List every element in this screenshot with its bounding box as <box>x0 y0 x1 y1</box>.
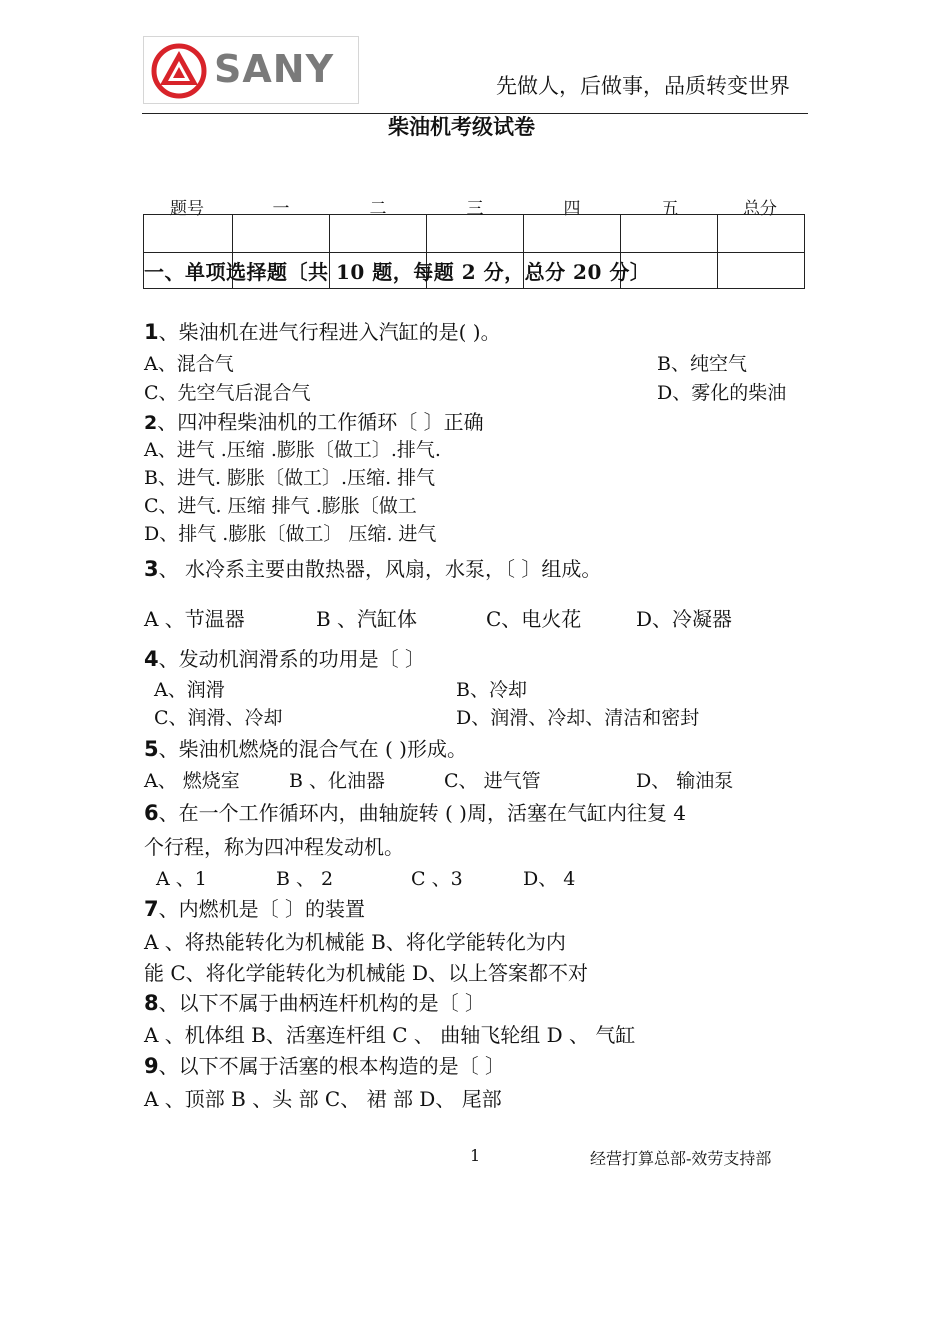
option: C、先空气后混合气 <box>144 382 311 404</box>
footer-department: 经营打算总部-效劳支持部 <box>590 1149 772 1168</box>
logo-wordmark: SANY <box>214 47 335 91</box>
question-4 <box>144 643 425 672</box>
option: B、冷却 <box>456 679 527 701</box>
option: D、润滑、冷却、清洁和密封 <box>456 707 700 729</box>
option: B 、 2 <box>276 868 334 890</box>
option: D、冷凝器 <box>636 607 733 631</box>
score-cell <box>427 215 524 253</box>
question-number: 1 <box>144 320 159 344</box>
score-header-3: 三 <box>466 199 484 219</box>
option: C、 进气管 <box>444 770 541 792</box>
page-number: 1 <box>470 1146 481 1165</box>
score-cell <box>233 215 330 253</box>
question-7 <box>144 893 365 922</box>
option: B 、汽缸体 <box>316 607 418 631</box>
option: A 、1 <box>156 868 207 890</box>
score-cell <box>524 215 621 253</box>
question-text: 、发动机润滑系的功用是〔 〕 <box>158 647 425 671</box>
question-text: 、柴油机燃烧的混合气在 ( )形成。 <box>158 737 467 761</box>
question-9 <box>144 1050 505 1079</box>
score-cell <box>718 215 805 253</box>
score-header-number: 题号 <box>170 199 204 219</box>
question-text: 、内燃机是〔 〕的装置 <box>158 897 365 921</box>
question-2 <box>144 406 484 435</box>
option: D、雾化的柴油 <box>657 382 787 404</box>
section-title: 一、单项选择题〔共 10 题，每题 2 分，总分 20 分〕 <box>144 260 651 284</box>
question-number: 4 <box>144 647 159 671</box>
option: C、润滑、冷却 <box>154 707 283 729</box>
option: A、进气 .压缩 .膨胀〔做工〕.排气. <box>144 439 441 461</box>
option: A、混合气 <box>144 353 234 375</box>
score-cell <box>330 215 427 253</box>
option: A、 燃烧室 <box>144 770 240 792</box>
option: A 、顶部 B 、头 部 C、 裙 部 D、 尾部 <box>144 1087 502 1111</box>
question-8 <box>144 987 485 1016</box>
option: D、 4 <box>523 868 576 890</box>
sany-emblem-icon <box>150 43 208 99</box>
option: D、排气 .膨胀〔做工〕 压缩. 进气 <box>144 523 437 545</box>
slogan: 先做人，后做事，品质转变世界 <box>496 74 790 98</box>
option: A 、节温器 <box>144 607 245 631</box>
option: C、进气. 压缩 排气 .膨胀〔做工 <box>144 495 417 517</box>
question-number: 9 <box>144 1054 159 1078</box>
question-1 <box>144 316 501 345</box>
option: C、电火花 <box>486 607 582 631</box>
score-cell <box>621 215 718 253</box>
option: A 、机体组 B、活塞连杆组 C 、 曲轴飞轮组 D 、 气缸 <box>144 1023 636 1047</box>
option: D、 输油泵 <box>636 770 734 792</box>
question-text: 、四冲程柴油机的工作循环〔 〕正确 <box>157 410 484 434</box>
question-5 <box>144 733 467 762</box>
score-header-4: 四 <box>563 199 581 219</box>
score-cell <box>144 215 233 253</box>
question-number: 8 <box>144 991 159 1015</box>
question-3 <box>144 553 601 582</box>
score-header-2: 二 <box>369 199 387 219</box>
question-text: 、柴油机在进气行程进入汽缸的是( )。 <box>158 320 501 344</box>
score-header-1: 一 <box>272 199 290 219</box>
question-number: 2 <box>144 412 158 434</box>
score-header-5: 五 <box>661 199 679 219</box>
question-number: 5 <box>144 737 159 761</box>
question-text: 、 水冷系主要由散热器，风扇，水泵，〔 〕组成。 <box>158 557 602 581</box>
question-6 <box>144 797 686 826</box>
question-text: 、在一个工作循环内，曲轴旋转 ( )周，活塞在气缸内往复 4 <box>158 801 687 825</box>
question-number: 3 <box>144 557 159 581</box>
option: C 、3 <box>411 868 463 890</box>
question-number: 6 <box>144 801 159 825</box>
question-6-continued: 个行程，称为四冲程发动机。 <box>144 835 404 859</box>
score-cell <box>718 253 805 289</box>
option: B、进气. 膨胀〔做工〕.压缩. 排气 <box>144 467 436 489</box>
option: 能 C、将化学能转化为机械能 D、以上答案都不对 <box>144 961 589 985</box>
option: B 、化油器 <box>289 770 386 792</box>
score-header-total: 总分 <box>743 199 777 219</box>
question-text: 、以下不属于曲柄连杆机构的是〔 〕 <box>158 991 485 1015</box>
option: B、纯空气 <box>657 353 747 375</box>
page-title: 柴油机考级试卷 <box>388 115 535 139</box>
company-logo <box>143 36 359 104</box>
question-number: 7 <box>144 897 159 921</box>
question-text: 、以下不属于活塞的根本构造的是〔 〕 <box>158 1054 505 1078</box>
option: A、润滑 <box>154 679 225 701</box>
option: A 、将热能转化为机械能 B、将化学能转化为内 <box>144 930 566 954</box>
